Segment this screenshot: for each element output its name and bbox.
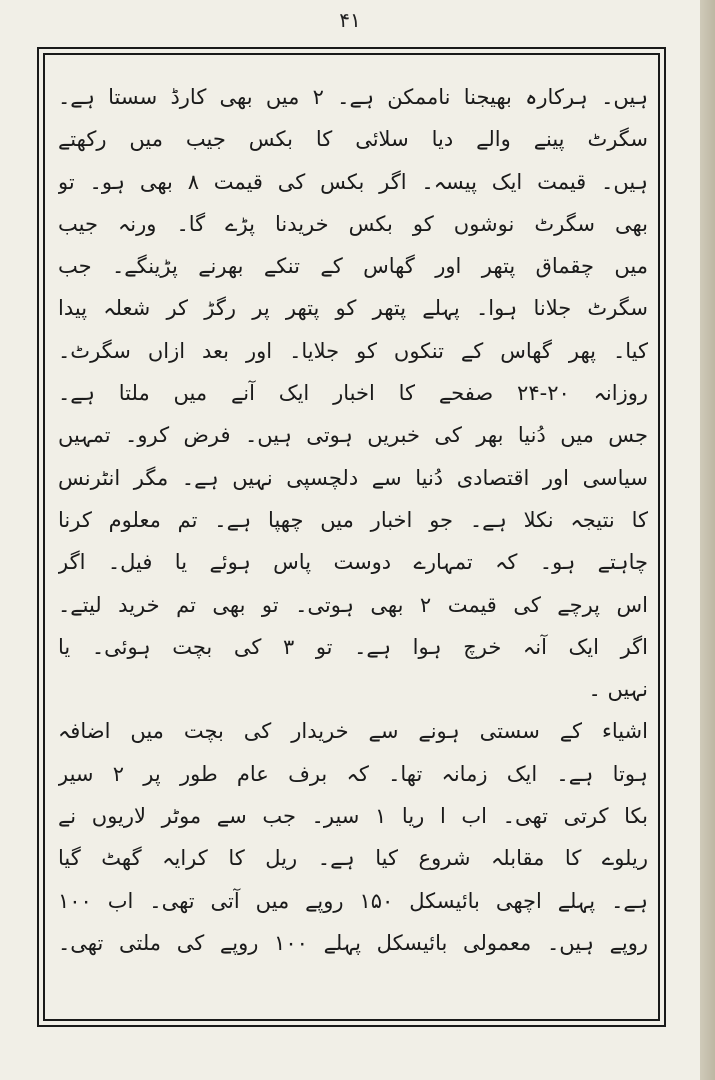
text-line: سگرٹ جلانا ہوا۔ پہلے پتھر کو پتھر پر رگڑ کر شعلہ پیدا <box>58 296 648 321</box>
text-line: ہوتا ہے۔ ایک زمانہ تھا۔ کہ برف عام طور پر ۲ سیر <box>58 761 648 786</box>
text-line: جس میں دُنیا بھر کی خبریں ہوتی ہیں۔ فرض کرو۔ تمہیں <box>58 423 648 448</box>
text-line: اگر ایک آنہ خرچ ہوا ہے۔ تو ۳ کی بچت ہوئی۔ یا <box>58 634 648 659</box>
text-line: ریلوے کا مقابلہ شروع کیا ہے۔ ریل کا کرایہ گھٹ گیا <box>58 846 648 871</box>
text-line: بھی سگرٹ نوشوں کو بکس خریدنا پڑے گا۔ ورنہ جیب <box>58 211 648 236</box>
text-line: چاہتے ہو۔ کہ تمہارے دوست پاس ہوئے یا فیل۔ اگر <box>58 550 648 575</box>
page-edge <box>700 0 715 1080</box>
text-line: ہیں۔ ہرکارہ بھیجنا ناممکن ہے۔ ۲ میں بھی کارڈ سستا ہے۔ <box>58 85 648 109</box>
text-line: کیا۔ پھر گھاس کے تنکوں کو جلایا۔ اور بعد ازاں سگرٹ۔ <box>58 338 648 363</box>
urdu-text-body <box>58 76 648 964</box>
page-number: ۴۱ <box>339 8 361 32</box>
text-line: سیاسی اور اقتصادی دُنیا سے دلچسپی نہیں ہے۔ مگر انٹرنس <box>58 465 648 490</box>
text-line: سگرٹ پینے والے دیا سلائی کا بکس جیب میں رکھتے <box>58 127 648 152</box>
text-line: میں چقماق پتھر اور گھاس کے تنکے بھرنے پڑینگے۔ جب <box>58 254 648 279</box>
text-line: ہیں۔ قیمت ایک پیسہ۔ اگر بکس کی قیمت ۸ بھی ہو۔ تو <box>58 169 648 194</box>
text-line: کا نتیجہ نکلا ہے۔ جو اخبار میں چھپا ہے۔ تم معلوم کرنا <box>58 507 648 532</box>
text-line: ہے۔ پہلے اچھی بائیسکل ۱۵۰ روپے میں آتی تھی۔ اب ۱۰۰ <box>58 888 648 913</box>
text-line: روپے ہیں۔ معمولی بائیسکل پہلے ۱۰۰ روپے کی ملتی تھی۔ <box>58 930 648 955</box>
text-line: روزانہ ۲۰-۲۴ صفحے کا اخبار ایک آنے میں ملتا ہے۔ <box>58 381 648 406</box>
text-line: نہیں ۔ <box>588 677 648 702</box>
text-line: اس پرچے کی قیمت ۲ بھی ہوتی۔ تو بھی تم خرید لیتے۔ <box>58 592 648 617</box>
text-line: اشیاء کے سستی ہونے سے خریدار کی بچت میں اضافہ <box>58 719 648 744</box>
text-line: بکا کرتی تھی۔ اب ا ریا ۱ سیر۔ جب سے موٹر لاریوں نے <box>58 804 648 829</box>
